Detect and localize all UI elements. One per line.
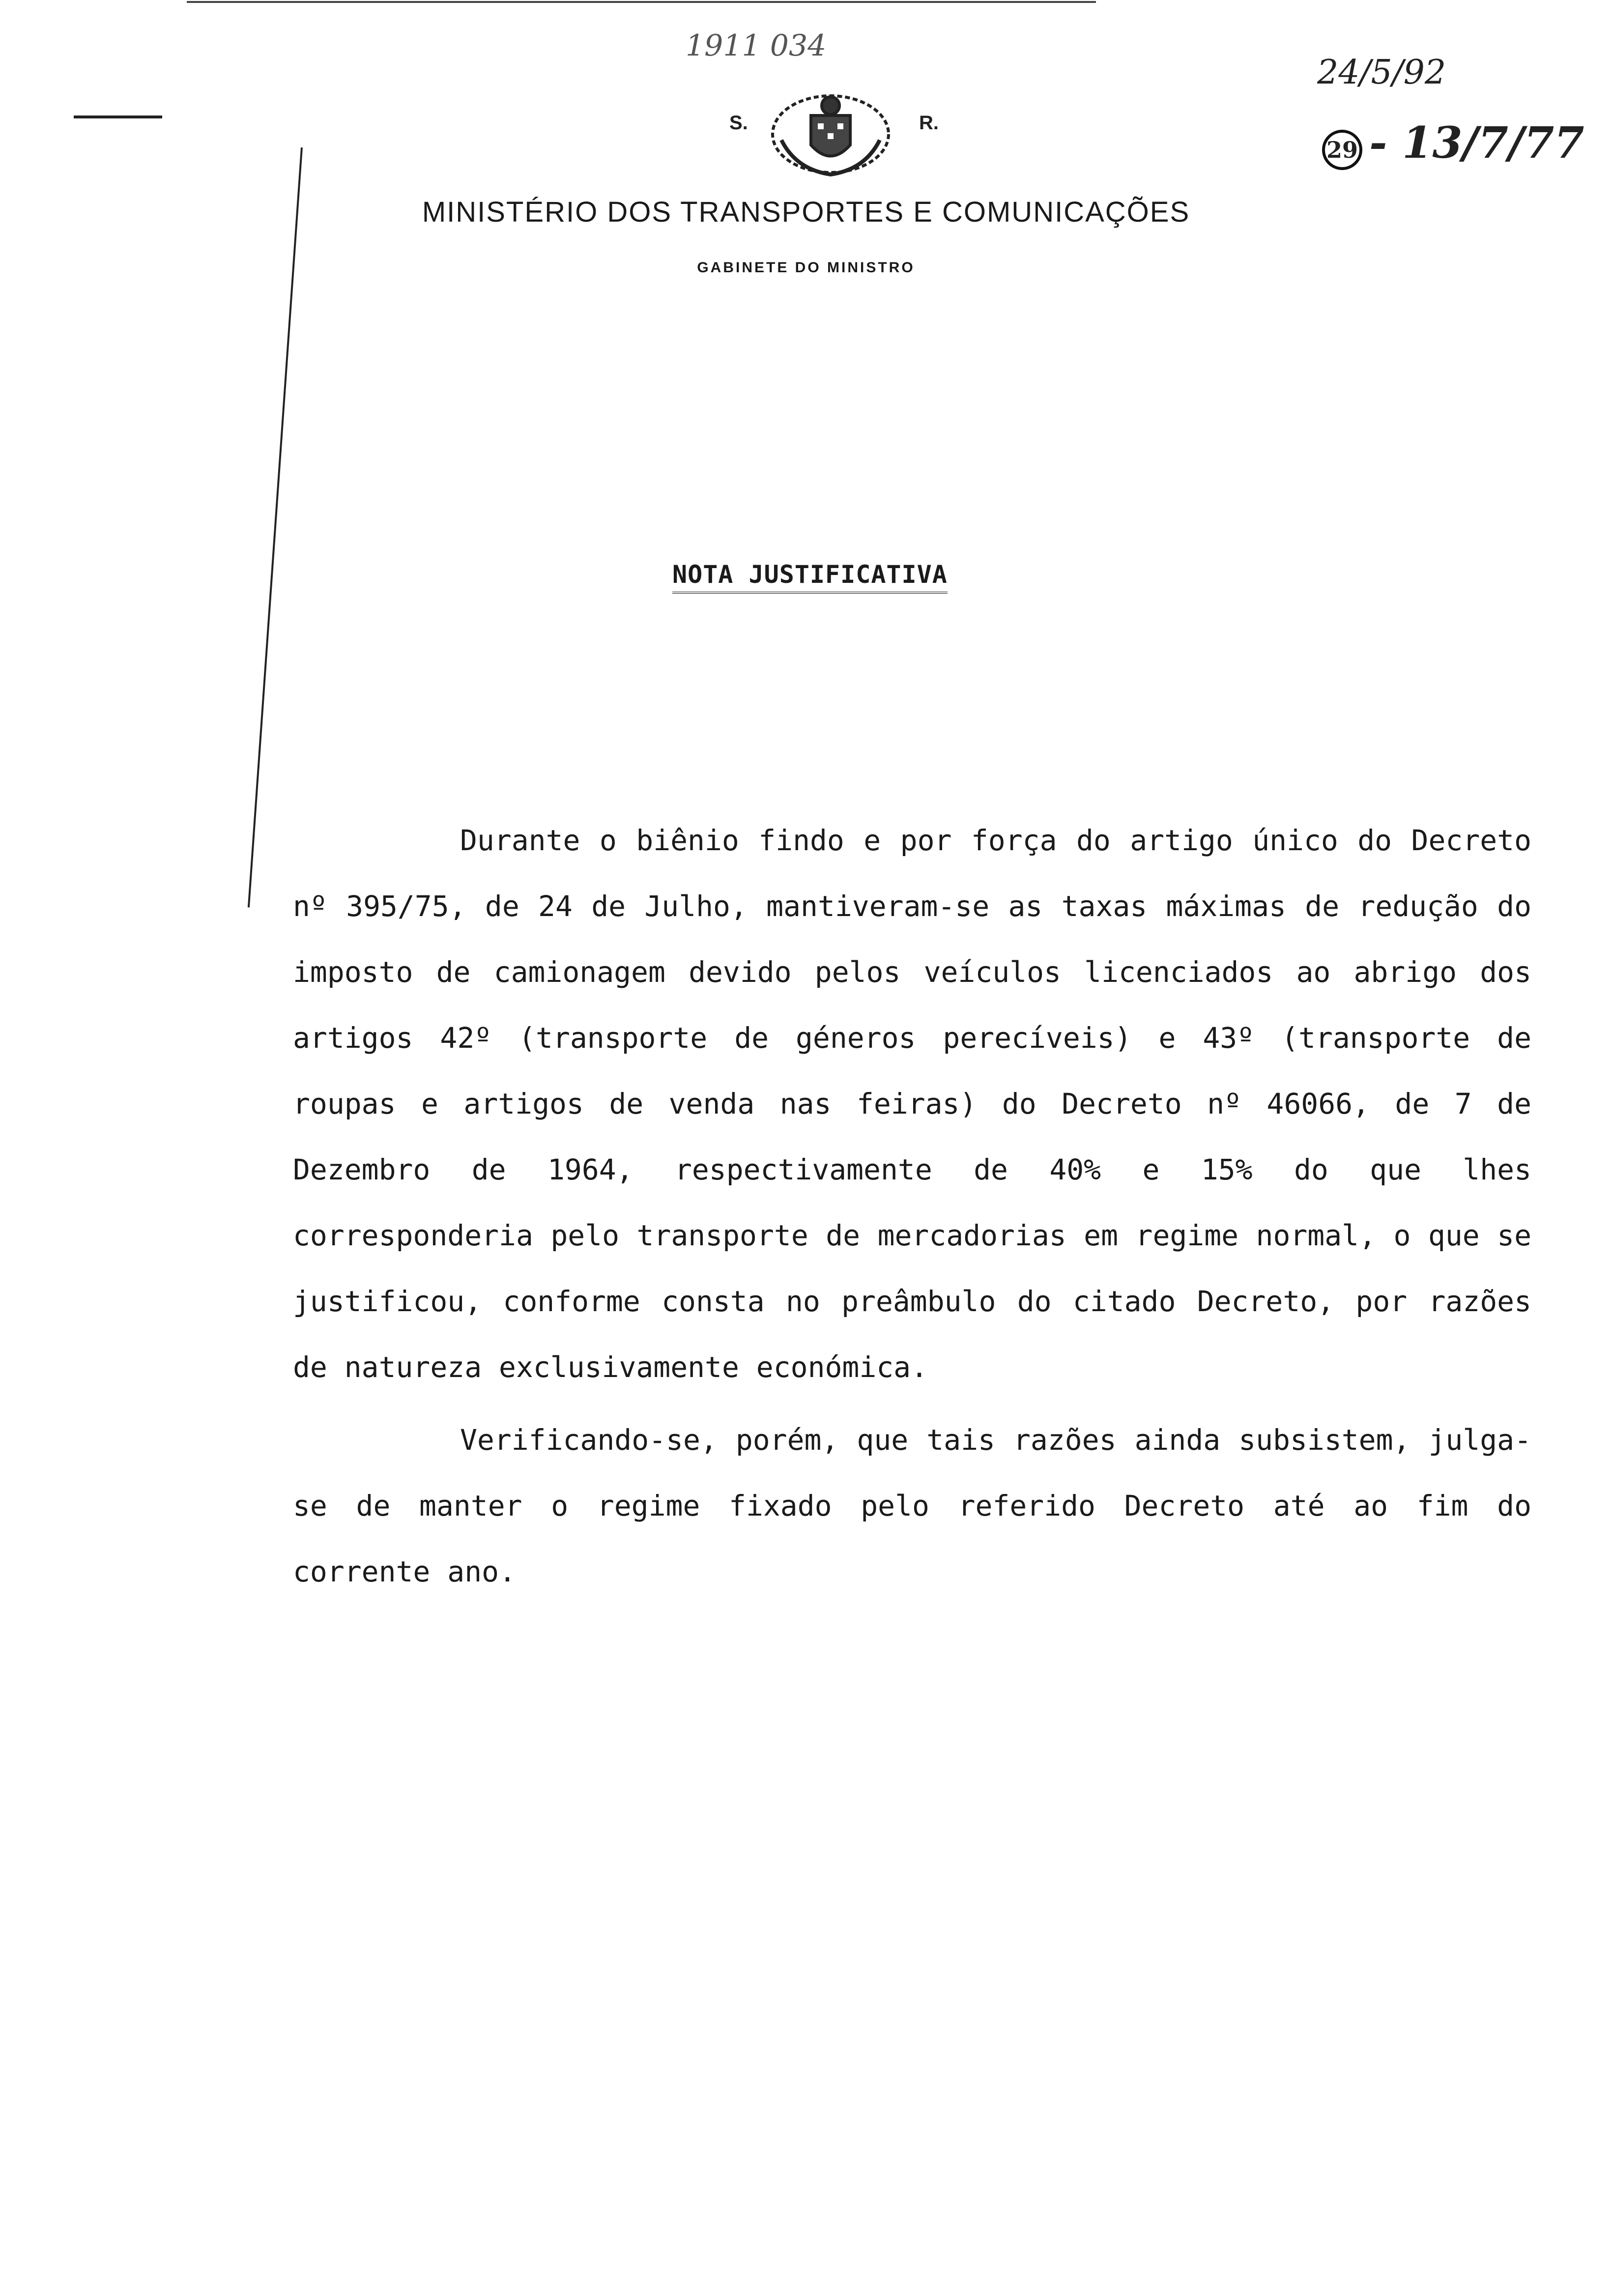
coat-of-arms-icon [767, 86, 894, 184]
scan-top-rule [187, 1, 1096, 3]
ministry-name: MINISTÉRIO DOS TRANSPORTES E COMUNICAÇÕES [422, 196, 1190, 228]
circled-number: 29 [1322, 130, 1362, 170]
handwritten-date-stamp: - 13/7/77 [1369, 117, 1584, 168]
cabinet-name: GABINETE DO MINISTRO [697, 259, 915, 276]
body-paragraph-2 [293, 1407, 1531, 1605]
handwritten-note-top: 1911 034 [686, 29, 827, 63]
handwritten-reference [1322, 117, 1584, 170]
body-paragraph-1 [293, 807, 1531, 1400]
handwritten-date-top-right: 24/5/92 [1317, 53, 1446, 92]
document-title: NOTA JUSTIFICATIVA [672, 560, 948, 594]
paragraph-text: Verificando-se, porém, que tais razões ainda subsistem, julga-se de manter o regime fixado pelo referido Decreto até ao fim do corrente ano. [293, 1423, 1531, 1588]
scan-margin-line [74, 115, 162, 118]
paragraph-text: Durante o biênio findo e por força do artigo único do Decreto nº 395/75, de 24 de Julho, mantiveram-se as taxas máximas de redução do imposto de camionagem devido pelos veículos licenciados ao abrigo dos artigos 42º (transporte de géneros perecíveis) e 43º (transporte de roupas e artigos de venda nas feiras) do Decreto nº 46066, de 7 de Dezembro de 1964, respectivamente de 40% e 15% do que lhes corresponderia pelo transporte de mercadorias em regime normal, o que se justificou, conforme consta no preâmbulo do citado Decreto, por razões de natureza exclusivamente económica. [293, 824, 1531, 1384]
header-left-letter: S. [729, 112, 748, 134]
header-right-letter: R. [919, 112, 939, 134]
